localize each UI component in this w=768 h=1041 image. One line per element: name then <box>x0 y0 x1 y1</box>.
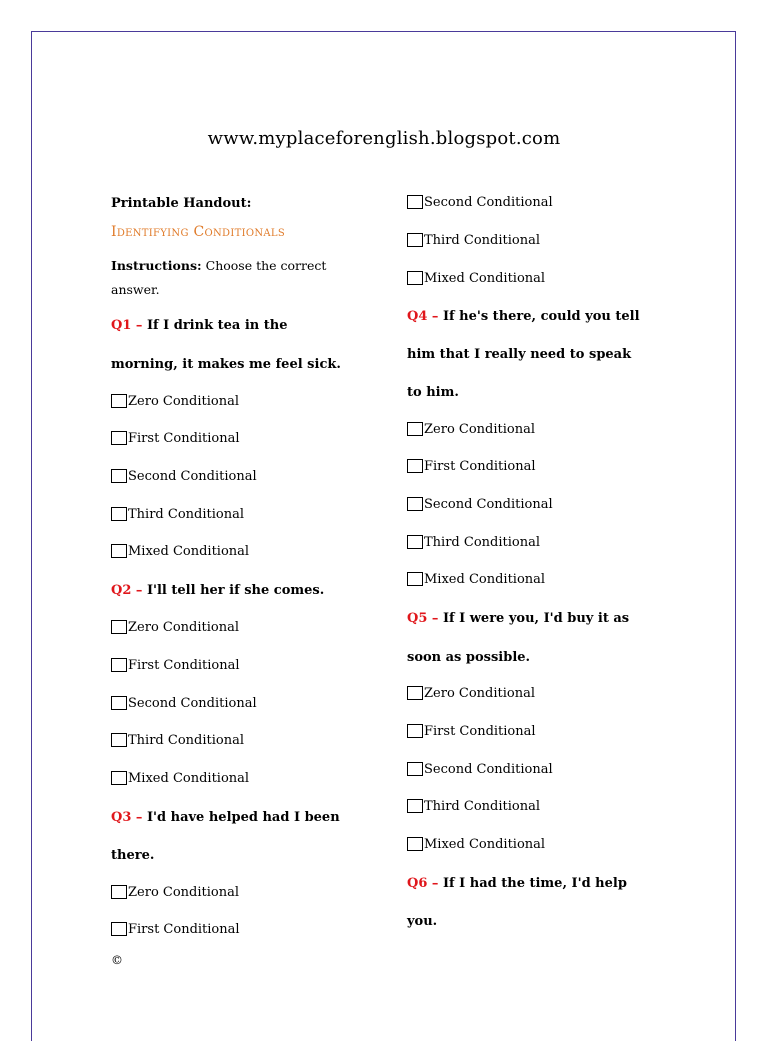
q1-option-first[interactable] <box>111 431 240 446</box>
question-number: Q2 – <box>111 583 143 598</box>
checkbox[interactable] <box>111 394 127 408</box>
q4-option-first[interactable] <box>407 459 536 474</box>
question-q6-line-2: you. <box>407 914 438 929</box>
option-label: Third Conditional <box>128 507 244 522</box>
q2-option-mixed[interactable] <box>111 771 249 786</box>
q4-option-mixed[interactable] <box>407 572 545 587</box>
checkbox[interactable] <box>407 762 423 776</box>
question-text: If I drink tea in the <box>146 318 288 333</box>
option-label: First Conditional <box>424 459 536 474</box>
option-label: Second Conditional <box>128 469 257 484</box>
option-label: Zero Conditional <box>424 422 536 437</box>
checkbox[interactable] <box>111 469 127 483</box>
q2-option-first[interactable] <box>111 658 240 673</box>
question-q1-line-1 <box>111 318 287 333</box>
checkbox[interactable] <box>111 733 127 747</box>
checkbox[interactable] <box>407 572 423 586</box>
q5-option-first[interactable] <box>407 724 536 739</box>
q4-option-third[interactable] <box>407 535 540 550</box>
q2-option-third[interactable] <box>111 733 244 748</box>
q5-option-third[interactable] <box>407 799 540 814</box>
checkbox[interactable] <box>111 922 127 936</box>
site-url: www.myplaceforenglish.blogspot.com <box>207 128 561 149</box>
option-label: First Conditional <box>128 922 240 937</box>
instructions-text: Choose the correct answer. <box>111 258 327 297</box>
checkbox[interactable] <box>407 497 423 511</box>
question-number: Q1 – <box>111 318 143 333</box>
option-label: Mixed Conditional <box>424 271 546 286</box>
option-label: Mixed Conditional <box>424 572 546 587</box>
question-q3-line-1 <box>111 810 340 825</box>
q1-option-zero[interactable] <box>111 394 239 409</box>
checkbox[interactable] <box>407 233 423 247</box>
q3-option-mixed[interactable] <box>407 271 545 286</box>
q1-option-mixed[interactable] <box>111 544 249 559</box>
q3-option-first[interactable] <box>111 922 240 937</box>
checkbox[interactable] <box>111 885 127 899</box>
option-label: First Conditional <box>424 724 536 739</box>
checkbox[interactable] <box>407 535 423 549</box>
option-label: Zero Conditional <box>128 394 240 409</box>
checkbox[interactable] <box>111 620 127 634</box>
option-label: Mixed Conditional <box>128 544 250 559</box>
option-label: Zero Conditional <box>128 885 240 900</box>
q1-option-second[interactable] <box>111 469 257 484</box>
q5-option-mixed[interactable] <box>407 837 545 852</box>
question-number: Q4 – <box>407 309 439 324</box>
q2-option-zero[interactable] <box>111 620 239 635</box>
checkbox[interactable] <box>111 544 127 558</box>
question-q4-line-2: him that I really need to speak <box>407 347 632 362</box>
q1-option-third[interactable] <box>111 507 244 522</box>
checkbox[interactable] <box>111 507 127 521</box>
question-text: If he's there, could you tell <box>442 309 640 324</box>
option-label: Zero Conditional <box>128 620 240 635</box>
question-q4-line-1 <box>407 309 640 324</box>
checkbox[interactable] <box>111 771 127 785</box>
question-text: I'd have helped had I been <box>146 810 340 825</box>
question-number: Q6 – <box>407 876 439 891</box>
option-label: Second Conditional <box>424 762 553 777</box>
checkbox[interactable] <box>407 195 423 209</box>
question-q4-line-3: to him. <box>407 385 459 400</box>
question-q5-line-2: soon as possible. <box>407 650 531 665</box>
checkbox[interactable] <box>111 696 127 710</box>
checkbox[interactable] <box>407 459 423 473</box>
q5-option-second[interactable] <box>407 762 553 777</box>
checkbox[interactable] <box>407 422 423 436</box>
instructions-label: Instructions: <box>111 258 202 273</box>
option-label: First Conditional <box>128 658 240 673</box>
option-label: Zero Conditional <box>424 686 536 701</box>
question-number: Q3 – <box>111 810 143 825</box>
checkbox[interactable] <box>407 837 423 851</box>
q3-option-third[interactable] <box>407 233 540 248</box>
q4-option-zero[interactable] <box>407 422 535 437</box>
q4-option-second[interactable] <box>407 497 553 512</box>
checkbox[interactable] <box>407 799 423 813</box>
copyright-symbol: © <box>111 953 123 967</box>
question-q5-line-1 <box>407 611 629 626</box>
option-label: Third Conditional <box>424 233 540 248</box>
option-label: Third Conditional <box>424 535 540 550</box>
option-label: Second Conditional <box>424 195 553 210</box>
option-label: Mixed Conditional <box>424 837 546 852</box>
checkbox[interactable] <box>407 271 423 285</box>
checkbox[interactable] <box>407 686 423 700</box>
q5-option-zero[interactable] <box>407 686 535 701</box>
checkbox[interactable] <box>111 658 127 672</box>
instructions <box>111 254 351 302</box>
question-q2-line-1 <box>111 583 324 598</box>
question-number: Q5 – <box>407 611 439 626</box>
handout-label: Printable Handout: <box>111 196 252 211</box>
option-label: Third Conditional <box>128 733 244 748</box>
q2-option-second[interactable] <box>111 696 257 711</box>
option-label: First Conditional <box>128 431 240 446</box>
question-text: I'll tell her if she comes. <box>146 583 325 598</box>
checkbox[interactable] <box>407 724 423 738</box>
option-label: Third Conditional <box>424 799 540 814</box>
option-label: Second Conditional <box>128 696 257 711</box>
section-title: Identifying Conditionals <box>111 224 286 240</box>
question-q1-line-2: morning, it makes me feel sick. <box>111 357 341 372</box>
q3-option-zero[interactable] <box>111 885 239 900</box>
question-text: If I were you, I'd buy it as <box>442 611 630 626</box>
question-q3-line-2: there. <box>111 848 155 863</box>
question-q6-line-1 <box>407 876 627 891</box>
q3-option-second[interactable] <box>407 195 553 210</box>
question-text: If I had the time, I'd help <box>442 876 627 891</box>
option-label: Second Conditional <box>424 497 553 512</box>
checkbox[interactable] <box>111 431 127 445</box>
option-label: Mixed Conditional <box>128 771 250 786</box>
